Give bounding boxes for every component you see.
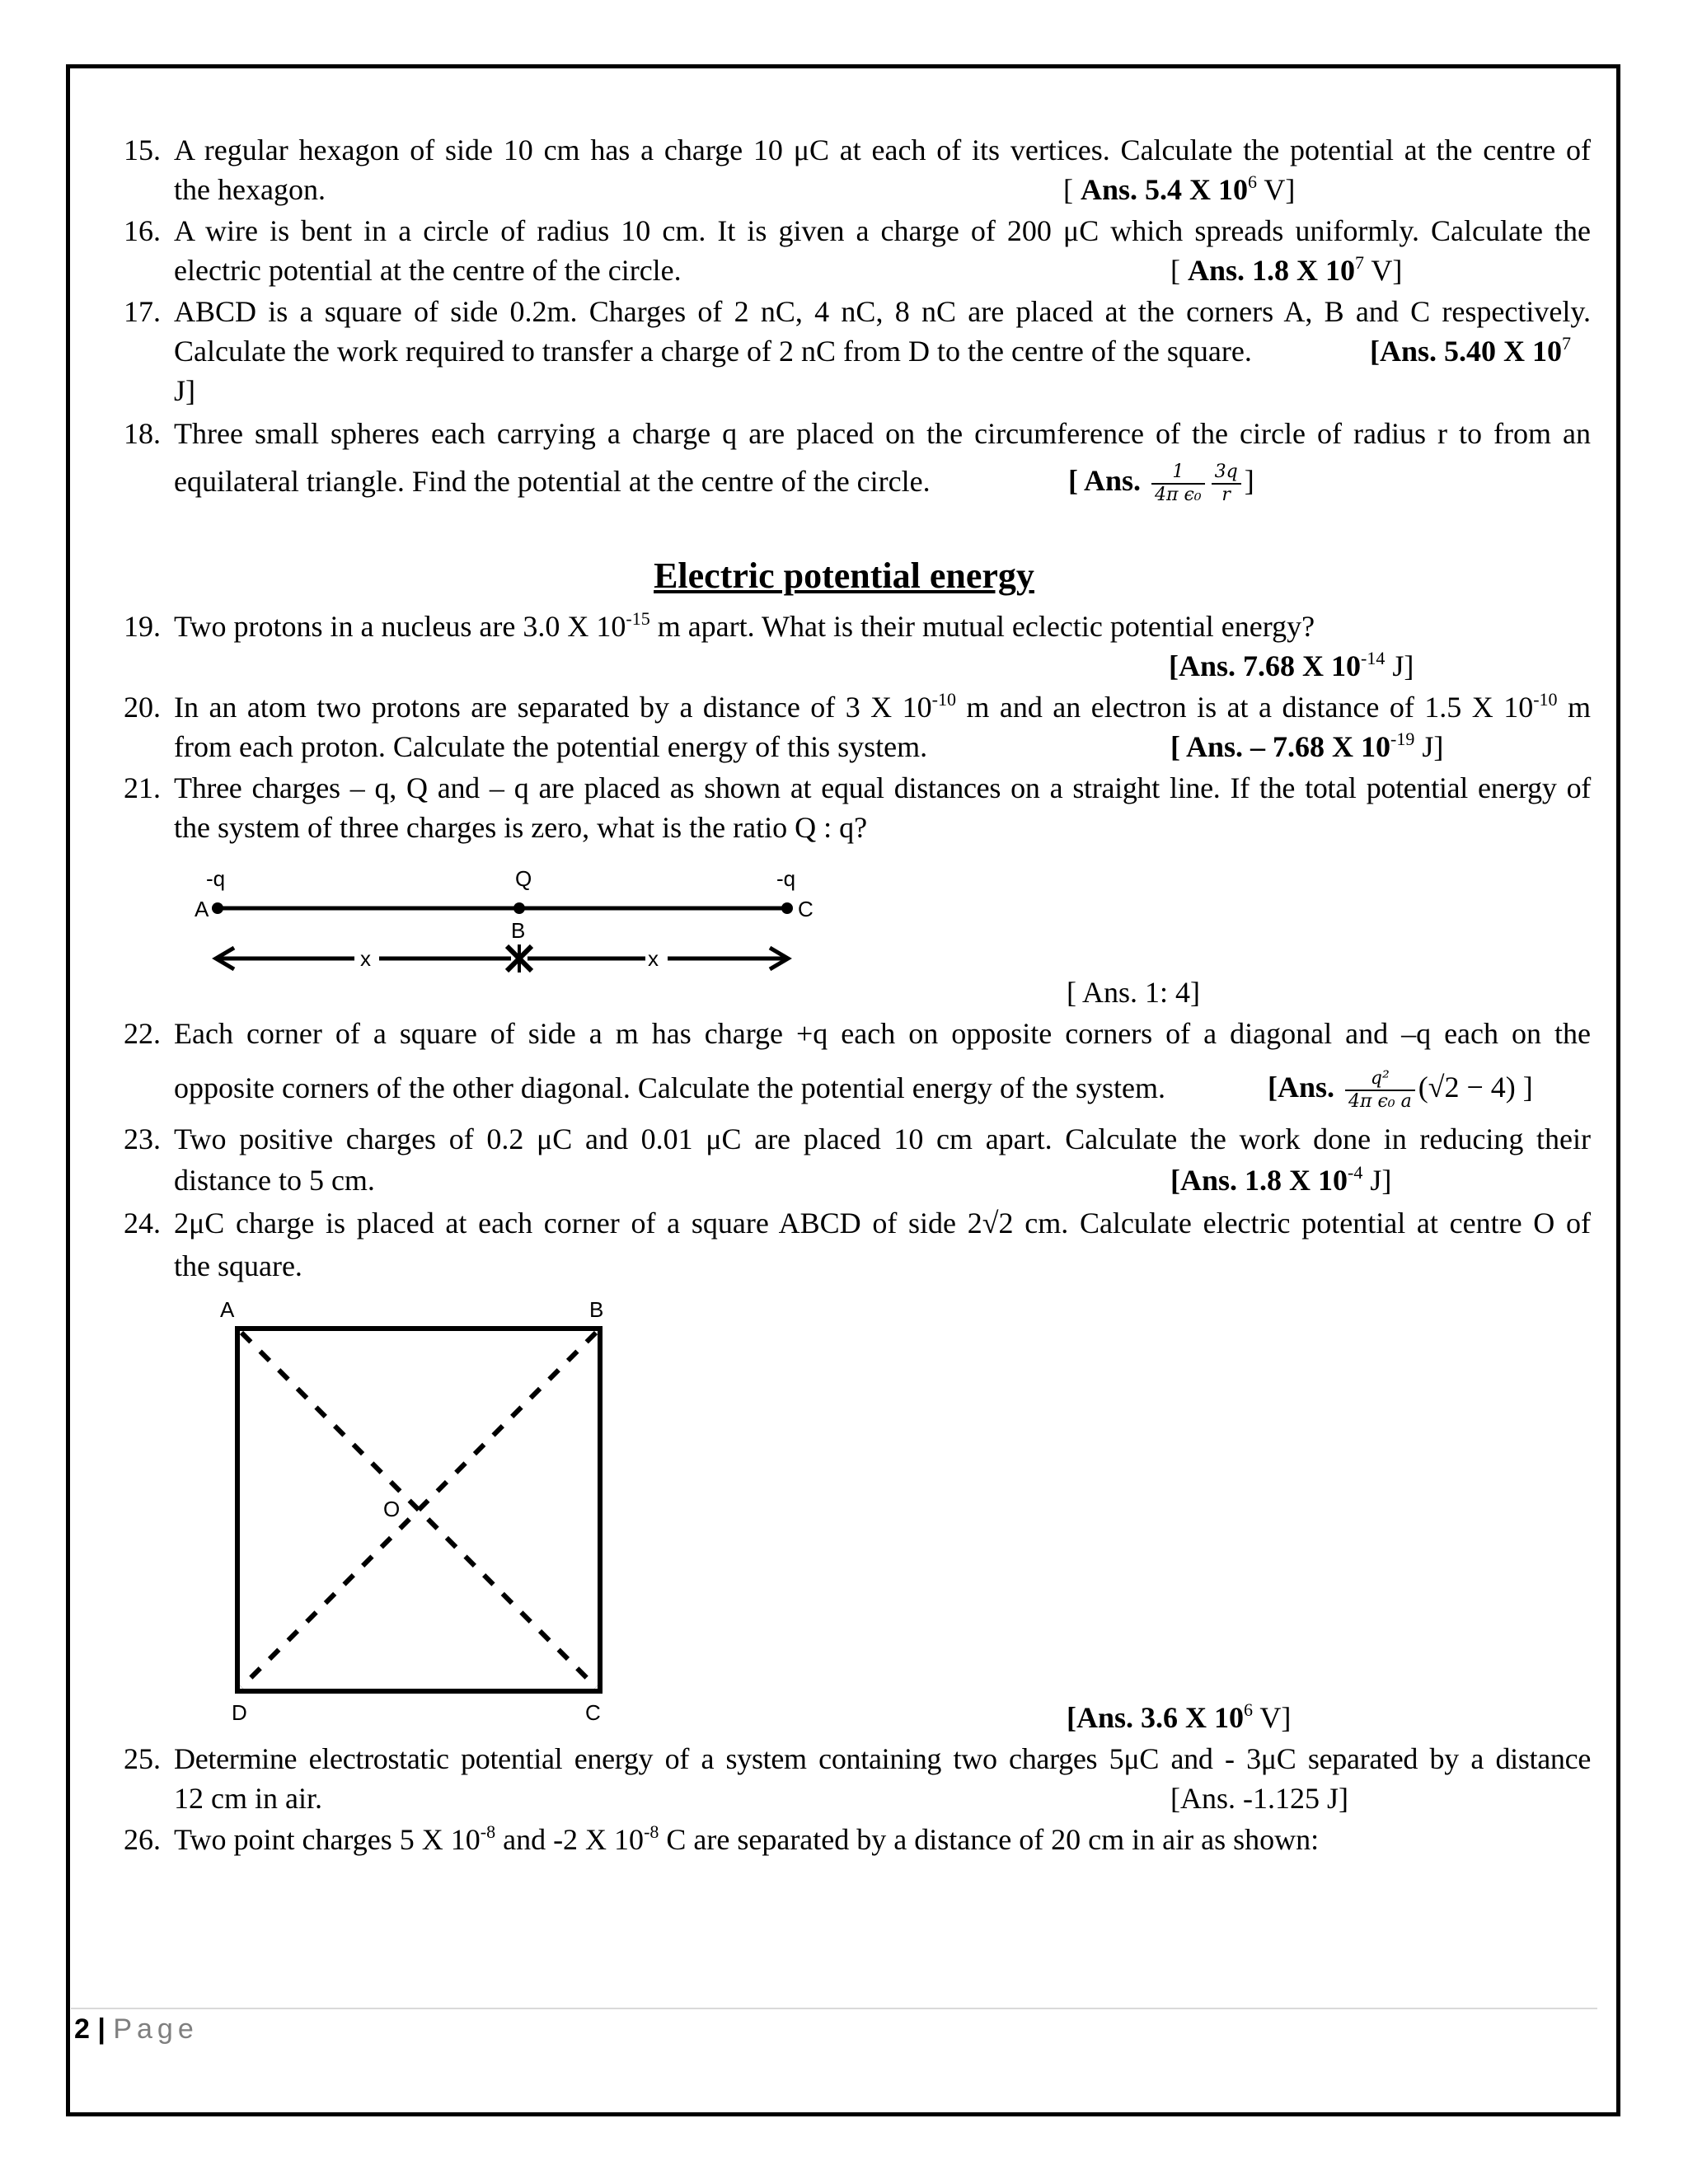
q18-answer	[1068, 452, 1254, 509]
corner-c-label: C	[585, 1700, 601, 1725]
q24-ans-unit: V]	[1253, 1701, 1292, 1734]
q18-line2: equilateral triangle. Find the potential at the centre of the circle.	[174, 465, 931, 498]
square-diagram	[210, 1294, 626, 1727]
q23-ans-exp: -4	[1348, 1162, 1363, 1183]
q20-l1b: m and an electron is at a distance of 1.5 X 10	[955, 691, 1534, 724]
q22-fraction	[1345, 1068, 1415, 1113]
q19-ans-unit: J]	[1385, 649, 1414, 682]
point-b-label: B	[511, 918, 526, 943]
q19-ans-exp: -14	[1361, 648, 1386, 668]
point-c-label: C	[798, 897, 814, 921]
q19-l1-end: m apart. What is their mutual eclectic potential energy?	[649, 610, 1315, 643]
q18-ans-text: [ Ans.	[1068, 464, 1142, 497]
q23-answer	[1170, 1162, 1391, 1198]
q20-l1a: In an atom two protons are separated by a distance of 3 X 10	[174, 691, 932, 724]
charge-a-dot	[212, 902, 223, 914]
q15-ans-exp: 6	[1248, 171, 1258, 192]
q16-ans-exp: 7	[1355, 252, 1365, 273]
q22-line2: opposite corners of the other diagonal. Calculate the potential energy of the system.	[174, 1071, 1165, 1104]
q26-number: 26.	[124, 1823, 161, 1856]
q17-line3: J]	[174, 374, 195, 407]
q15-line2: the hexagon.	[174, 173, 326, 206]
charge-b-dot	[513, 902, 525, 914]
corner-a-label: A	[220, 1297, 235, 1322]
q18-f1-top: 1	[1151, 462, 1205, 485]
q22-number: 22.	[124, 1017, 161, 1050]
q18-f2-bot: r	[1221, 484, 1231, 505]
dist-left-label: x	[360, 946, 371, 971]
q18-fraction-2	[1212, 462, 1241, 506]
q17-answer	[1370, 333, 1571, 369]
q23-ans-unit: J]	[1362, 1164, 1392, 1197]
q25-line1: Determine electrostatic potential energy of a system containing two charges 5μC and - 3μC separated by a distance	[174, 1742, 1591, 1775]
q20-ans-exp: -19	[1390, 729, 1415, 749]
q16-line2: electric potential at the centre of the circle.	[174, 254, 682, 287]
charge-a-label: -q	[206, 866, 226, 891]
q20-number: 20.	[124, 691, 161, 724]
page-label: Page	[113, 2013, 199, 2045]
q24-line1: 2μC charge is placed at each corner of a square ABCD of side 2√2 cm. Calculate electric potential at centre O of	[174, 1207, 1591, 1240]
q26-l1c: C are separated by a distance of 20 cm in air as shown:	[659, 1823, 1320, 1856]
q18-line1: Three small spheres each carrying a charge q are placed on the circumference of the circle of radius r to from an	[174, 417, 1591, 450]
charge-c-dot	[781, 902, 793, 914]
q24-line2: the square.	[174, 1249, 302, 1282]
q20-l1-exp2: -10	[1533, 689, 1558, 710]
q16-ans-unit: V]	[1364, 254, 1403, 287]
q22-ans-text: [Ans.	[1268, 1071, 1335, 1104]
q26-l1-exp: -8	[480, 1821, 496, 1842]
q17-ans-exp: 7	[1562, 333, 1572, 354]
q26-l1-exp2: -8	[644, 1821, 659, 1842]
q21-number: 21.	[124, 771, 161, 804]
q19-l1-exp: -15	[626, 608, 650, 629]
q20-l1-exp: -10	[931, 689, 956, 710]
q18-close: ]	[1244, 464, 1254, 497]
q23-line2: distance to 5 cm.	[174, 1164, 375, 1197]
q19-answer	[1169, 648, 1414, 684]
footer-rule	[71, 2008, 1597, 2009]
q24-ans-text: [Ans. 3.6 X 10	[1067, 1701, 1245, 1734]
q18-number: 18.	[124, 417, 161, 450]
q21-line2: the system of three charges is zero, what is the ratio Q : q?	[174, 811, 868, 844]
q19-l1: Two protons in a nucleus are 3.0 X 10	[174, 610, 626, 643]
point-a-label: A	[195, 897, 209, 921]
page-number: 2	[74, 2013, 90, 2045]
q25-answer: [Ans. -1.125 J]	[1170, 1782, 1348, 1815]
q20-answer	[1170, 729, 1443, 765]
q16-answer: [ Ans. 1.8 X $10^7$ V]	[1170, 252, 1403, 287]
q15-number: 15.	[124, 134, 161, 166]
q26-l1a: Two point charges 5 X 10	[174, 1823, 481, 1856]
q20-ans-unit: J]	[1414, 730, 1444, 763]
q20-line2: from each proton. Calculate the potential energy of this system.	[174, 730, 928, 763]
q22-tail: (√2 − 4) ]	[1418, 1071, 1533, 1104]
dist-right-label: x	[648, 946, 659, 971]
page-footer	[74, 2011, 199, 2047]
q18-fraction-1	[1151, 462, 1205, 506]
q19-number: 19.	[124, 610, 161, 643]
q23-line1: Two positive charges of 0.2 μC and 0.01 μC are placed 10 cm apart. Calculate the work done in reducing their	[174, 1122, 1591, 1155]
q22-answer	[1268, 1058, 1533, 1116]
q24-answer	[1067, 1699, 1291, 1736]
q15-ans-unit: V]	[1257, 173, 1296, 206]
q21-answer: [ Ans. 1: 4]	[1067, 976, 1200, 1009]
q18-f1-bot: 4π ϵ₀	[1155, 484, 1202, 505]
q25-number: 25.	[124, 1742, 161, 1775]
q16-ans-text: Ans. 1.8 X 10	[1188, 254, 1356, 287]
q26-line1	[174, 1821, 1319, 1858]
q26-l1b: and -2 X 10	[495, 1823, 645, 1856]
q22-f-top: q²	[1345, 1068, 1415, 1091]
q15-ans-text: Ans. 5.4 X 10	[1081, 173, 1249, 206]
q16-number: 16.	[124, 214, 161, 247]
corner-b-label: B	[589, 1297, 604, 1322]
q15-line1: A regular hexagon of side 10 cm has a charge 10 μC at each of its vertices. Calculate the potential at the centre of	[174, 134, 1591, 166]
q19-line1	[174, 608, 1315, 644]
q16-line1: A wire is bent in a circle of radius 10 cm. It is given a charge of 200 μC which spreads uniformly. Calculate the	[174, 214, 1591, 247]
corner-d-label: D	[232, 1700, 247, 1725]
q21-line1: Three charges – q, Q and – q are placed as shown at equal distances on a straight line. If the total potential energy of	[174, 771, 1591, 804]
q25-line2: 12 cm in air.	[174, 1782, 322, 1815]
q24-ans-exp: 6	[1244, 1699, 1254, 1720]
q18-f2-top: 3q	[1212, 462, 1241, 485]
q17-line2: Calculate the work required to transfer a charge of 2 nC from D to the centre of the square.	[174, 335, 1252, 368]
q15-answer: [ Ans. 5.4 X $10^6$ V]	[1063, 171, 1296, 206]
charge-c-label: -q	[776, 866, 796, 891]
q22-f-bot: 4π ϵ₀ a	[1348, 1090, 1412, 1112]
q20-l1c: m	[1557, 691, 1591, 724]
charges-line-diagram	[181, 865, 824, 985]
centre-o-label: O	[383, 1497, 401, 1521]
q20-ans-text: [ Ans. – 7.68 X 10	[1170, 730, 1391, 763]
q23-number: 23.	[124, 1122, 161, 1155]
q17-ans-text: [Ans. 5.40 X 10	[1370, 335, 1563, 368]
q22-line1: Each corner of a square of side a m has charge +q each on opposite corners of a diagonal and –q each on the	[174, 1017, 1591, 1050]
q23-ans-text: [Ans. 1.8 X 10	[1170, 1164, 1348, 1197]
charge-b-label: Q	[515, 866, 532, 891]
section-heading: Electric potential energy	[654, 555, 1034, 596]
q19-ans-text: [Ans. 7.68 X 10	[1169, 649, 1362, 682]
q24-number: 24.	[124, 1207, 161, 1240]
q17-line1: ABCD is a square of side 0.2m. Charges of 2 nC, 4 nC, 8 nC are placed at the corners A, B and C respectively.	[174, 295, 1591, 328]
q17-number: 17.	[124, 295, 161, 328]
footer-separator: |	[89, 2013, 114, 2045]
q20-line1	[174, 689, 1591, 725]
